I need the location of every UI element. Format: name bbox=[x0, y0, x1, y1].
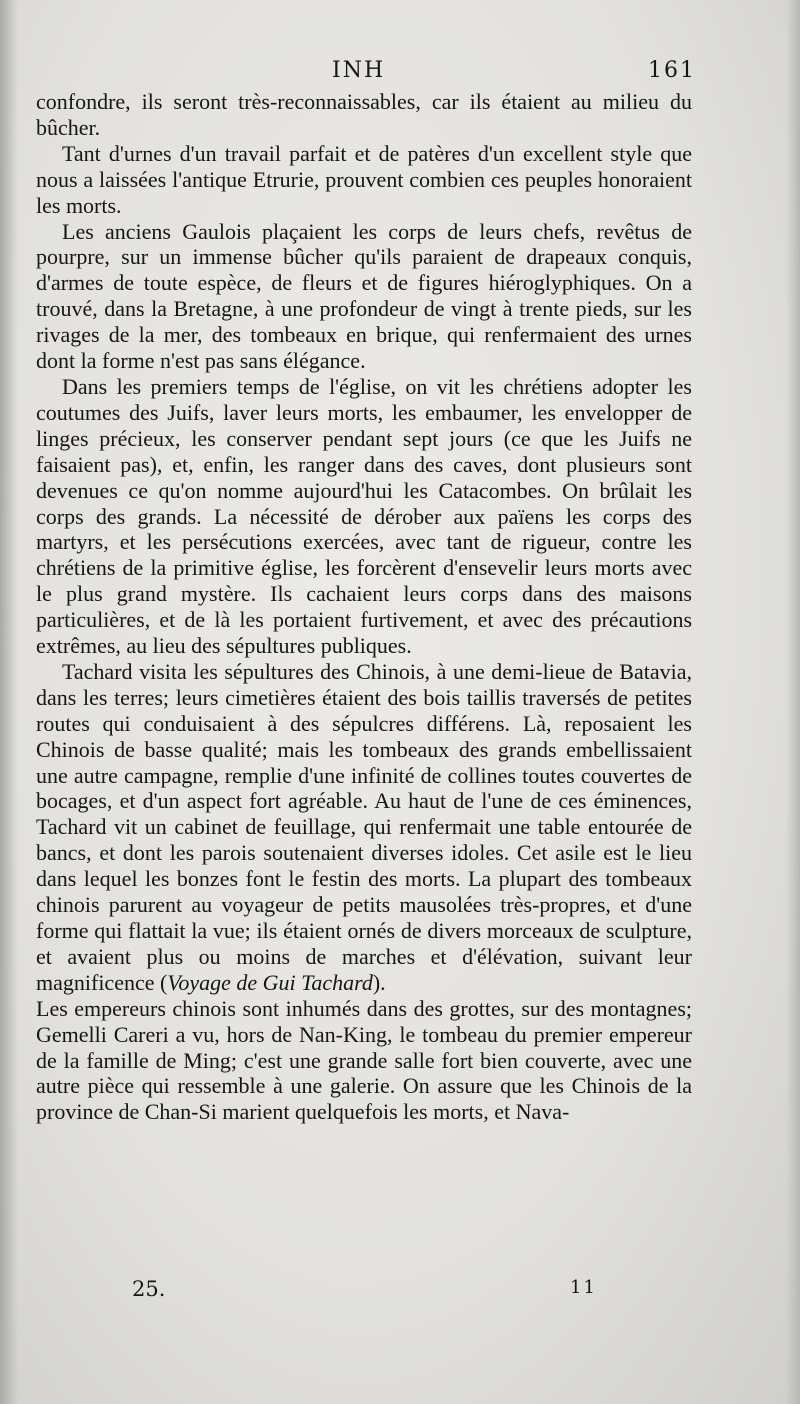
paragraph-text: Tachard visita les sépultures des Chinois, à une demi-lieue de Batavia, dans les terres; leurs cimetières étaient des bois taillis traversés de petites routes qui conduisaient à des sépulcres différens. Là, reposaient les Chinois de basse qualité; mais les tombeaux des grands embellissaient une autre campagne, remplie d'une infinité de collines toutes couvertes de bocages, et d'un aspect fort agréable. Au haut de l'une de ces éminences, Tachard vit un cabinet de feuillage, qui renfermait une table entourée de bancs, et dont les parois soutenaient diverses idoles. Cet asile est le lieu dans lequel les bonzes font le festin des morts. La plupart des tombeaux chinois parurent au voyageur de petits mausolées très-propres, et d'une forme qui flattait la vue; ils étaient ornés de divers morceaux de sculpture, et avaient plus ou moins de marches et d'élévation, suivant leur magnificence ( bbox=[36, 658, 692, 995]
sheet-number: 11 bbox=[570, 1277, 597, 1298]
page-shadow-right bbox=[786, 0, 800, 1404]
page-number: 161 bbox=[648, 58, 696, 83]
paragraph: Les empereurs chinois sont inhumés dans des grottes, sur des montagnes; Gemelli Careri a vu, hors de Nan-King, le tombeau du premier empereur de la famille de Ming; c'est une grande salle fort bien couverte, avec une autre pièce qui ressemble à une galerie. On assure que les Chinois de la province de Chan-Si marient quelquefois les morts, et Nava- bbox=[36, 995, 692, 1125]
book-title-citation: Voyage de Gui Tachard bbox=[167, 969, 373, 995]
paragraph: Dans les premiers temps de l'église, on vit les chrétiens adopter les coutumes des Juifs, laver leurs morts, les embaumer, les envelopper de linges précieux, les conserver pendant sept jours (ce que les Juifs ne faisaient pas), et, enfin, les ranger dans des caves, dont plusieurs sont devenues ce qu'on nomme aujourd'hui les Catacombes. On brûlait les corps des grands. La nécessité de dérober aux païens les corps des martyrs, et les persécutions exercées, avec tant de rigueur, contre les chrétiens de la primitive église, les forcèrent d'ensevelir leurs morts avec le plus grand mystère. Ils cachaient leurs corps dans des maisons particulières, et de là les portaient furtivement, et avec des précautions extrêmes, au lieu des sépultures publiques. bbox=[36, 373, 692, 659]
page-footer bbox=[36, 1277, 692, 1309]
body-text bbox=[36, 89, 692, 1125]
page-shadow-left bbox=[0, 0, 18, 1404]
paragraph: confondre, ils seront très-reconnaissables, car ils étaient au milieu du bûcher. bbox=[36, 89, 692, 140]
signature-mark: 25. bbox=[132, 1277, 166, 1301]
paragraph: Les anciens Gaulois plaçaient les corps de leurs chefs, revêtus de pourpre, sur un immense bûcher qu'ils paraient de drapeaux conquis, d'armes de toute espèce, de fleurs et de figures hiéroglyphiques. On a trouvé, dans la Bretagne, à une profondeur de vingt à trente pieds, sur les rivages de la mer, des tombeaux en brique, qui renfermaient des urnes dont la forme n'est pas sans élégance. bbox=[36, 218, 692, 374]
paragraph: Tant d'urnes d'un travail parfait et de patères d'un excellent style que nous a laissées l'antique Etrurie, prouvent combien ces peuples honoraient les morts. bbox=[36, 140, 692, 218]
paragraph-tachard bbox=[36, 659, 692, 996]
running-head-title: INH bbox=[332, 58, 386, 83]
running-head bbox=[36, 58, 696, 88]
paragraph-text: ). bbox=[372, 969, 386, 995]
